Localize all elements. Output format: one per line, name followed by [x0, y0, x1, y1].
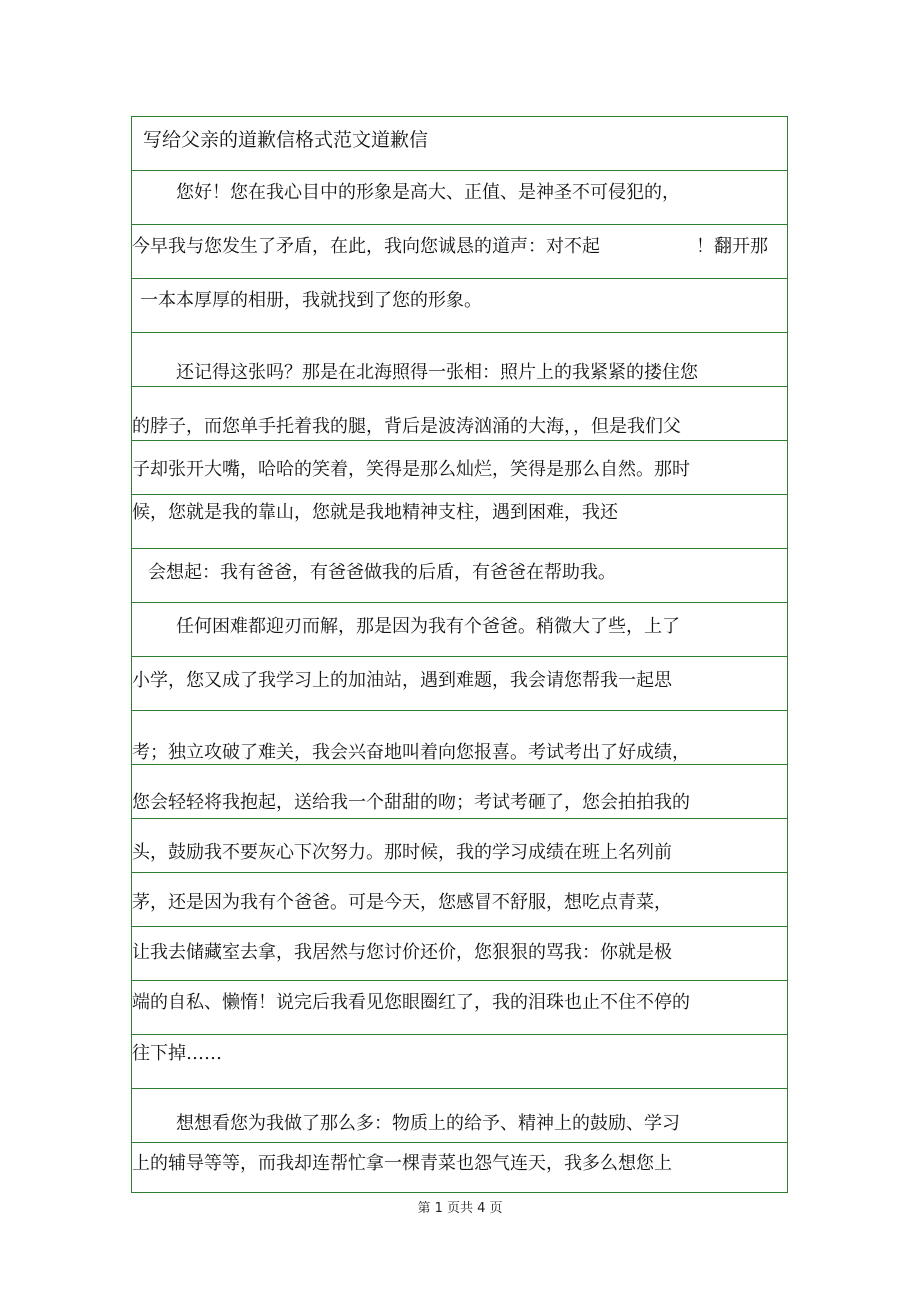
paragraph-line: 的脖子，而您单手托着我的腿，背后是波涛汹涌的大海，，但是我们父	[132, 416, 681, 437]
paragraph-line: 您会轻轻将我抱起，送给我一个甜甜的吻；考试考砸了，您会拍拍我的	[132, 792, 690, 813]
paragraph-line: 会想起：我有爸爸，有爸爸做我的后盾，有爸爸在帮助我。	[148, 562, 616, 583]
document-title: 写给父亲的道歉信格式范文道歉信	[143, 129, 429, 151]
paragraph-line: 头，鼓励我不要灰心下次努力。那时候，我的学习成绩在班上名列前	[132, 842, 672, 863]
table-row	[132, 1034, 787, 1088]
paragraph-line: 上的辅导等等，而我却连帮忙拿一棵青菜也怨气连天，我多么想您上	[132, 1153, 672, 1174]
paragraph-line: 您好！您在我心目中的形象是高大、正值、是神圣不可侵犯的，	[176, 182, 680, 203]
paragraph-line: 还记得这张吗？那是在北海照得一张相：照片上的我紧紧的搂住您	[176, 362, 698, 383]
paragraph-line: 任何困难都迎刃而解，那是因为我有个爸爸。稍微大了些，上了	[176, 616, 680, 637]
document-page	[131, 116, 788, 1193]
paragraph-line: 今早我与您发生了矛盾，在此，我向您诚恳的道声：对不起	[132, 236, 600, 257]
page-footer: 第 1 页共 4 页	[417, 1201, 503, 1216]
paragraph-line: 茅，还是因为我有个爸爸。可是今天，您感冒不舒服，想吃点青菜，	[132, 892, 672, 913]
paragraph-line: 往下掉……	[132, 1043, 222, 1064]
paragraph-line: 让我去储藏室去拿，我居然与您讨价还价，您狠狠的骂我：你就是极	[132, 942, 672, 963]
paragraph-line: 候，您就是我的靠山，您就是我地精神支柱，遇到困难，我还	[132, 502, 618, 523]
paragraph-line: 一本本厚厚的相册，我就找到了您的形象。	[140, 290, 482, 311]
paragraph-line: 想想看您为我做了那么多：物质上的给予、精神上的鼓励、学习	[176, 1113, 680, 1134]
paragraph-line: ！翻开那	[696, 236, 768, 257]
paragraph-line: 小学，您又成了我学习上的加油站，遇到难题，我会请您帮我一起思	[132, 670, 672, 691]
paragraph-line: 端的自私、懒惰！说完后我看见您眼圈红了，我的泪珠也止不住不停的	[132, 992, 690, 1013]
paragraph-line: 考；独立攻破了难关，我会兴奋地叫着向您报喜。考试考出了好成绩，	[132, 742, 690, 763]
paragraph-line: 子却张开大嘴，哈哈的笑着，笑得是那么灿烂，笑得是那么自然。那时	[132, 459, 690, 480]
